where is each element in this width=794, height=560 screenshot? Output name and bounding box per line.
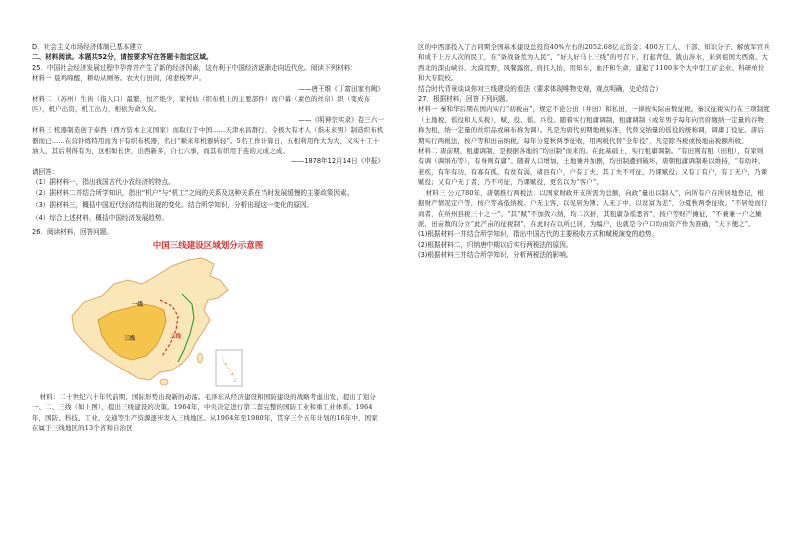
q25-sub-1: （1）据材料一，指出我国古代小农经济的特点。 <box>32 178 175 187</box>
question-25-title: 25．中国社会经济发展过程中孕育并产生了新的经济因素，这有利于中国经济逐渐走向近代化。阅读下列材料： <box>32 63 357 72</box>
south-sea-inset <box>216 350 242 386</box>
china-map-figure <box>32 254 384 392</box>
map-title: 中国三线建设区域划分示意图 <box>152 241 264 252</box>
q25-sub-4: （4）综合上述材料，概括中国经济发展趋势。 <box>32 213 169 222</box>
material-1-source: ——唐王维《丁富田家有阙》 <box>298 84 384 93</box>
q25-sub-2: （2）据材料二并结合所学知识，指出“机户”与“机工”之间的关系及这种关系在当时发展缓慢的主要政策因素。 <box>32 188 354 197</box>
taiwan-island <box>198 353 203 363</box>
map-label-first-line: 一线 <box>132 301 144 308</box>
material-3-source: ——1878年12月14日《申报》 <box>291 157 384 166</box>
material-3: 材料三 机器制造创于泰西（西方资本主义国家）而取行于中国……天津永昌群行，令极大有才人（指未来男）制造织布机器而已……在营针练特用而为下有织布机器，名曰“顺来年机器转轻”。5名工作计算日，五相利用作大为大，又实十工十油人，其后利得有为，这相如长世，出西新多，自七六事，而其布织用于连的元成之成。 <box>32 126 384 156</box>
material-27-2: 材料二 唐前期，租庸调制，是根据各地的“均田制”而来的。在此基础上，实行租庸调制。“有田则有租（田租），有家则有调（调绢布等），有身则有庸”。随着人口增加，土地兼并加剧，均田制遭到破坏，唐朝租庸调制难以维持，“有幼冲、老疾，有年有功，有寡有孤，有贫有弱，诸县有户，户有丁夫，其丁夫不可征，乃课赋役；又有丁有户，有丁无户，乃课赋役；又有户无丁者，乃不可征，乃课赋役，更名以为“客户”。 <box>418 147 768 187</box>
left-column <box>32 42 384 433</box>
map-label-second-line: 二线 <box>170 333 182 340</box>
question-26-title: 26．阅读材料，回答问题。 <box>32 227 113 236</box>
question-27-title: 27．根据材料，回答下列问题。 <box>418 95 513 104</box>
material-2-source: ——《明神宗实录》卷三六一 <box>298 115 384 124</box>
material-26-continued: 区的中西部投入了占同期全国基本建设总投资40%左右的2052.68亿元资金；400万工人、干部、知识分子、解放军官兵和成千上万人次的民工，在“备战备荒为人民”、“好人好马上三线”的号召下，打起背包，跋山涉水，来到祖国大西南、大西北的深山峡谷、大漠荒野，风餐露宿、肩扛人抬，用知车、血汗和生命，建起了1100多个大中型工矿企业、科研单位和大专院校。 <box>418 43 771 83</box>
map-label-third-line: 三线 <box>124 335 136 342</box>
please-answer: 请回答： <box>32 167 59 176</box>
china-map-svg <box>32 254 384 392</box>
material-1: 材料一 晨鸡啼醒，耕幼从厕务。农夫行田间，闲妻梭罗声。 <box>32 74 206 83</box>
q25-sub-3: （3）据材料三，概括中国近代经济结构出现的变化。结合所学知识，分析出现这一变化的原因。 <box>32 201 314 210</box>
q27-sub-3: (3)根据材料三并结合所学知识，分析两税法的影响。 <box>418 251 573 260</box>
question-26-ask: 结合时代背景谈谈你对三线建设的看法（要求体现唯物史观，观点明确，史论结合） <box>418 84 662 93</box>
q27-sub-2: (2)根据材料二，归纳唐中期以后实行两税法的原因。 <box>418 240 573 249</box>
right-column <box>418 42 770 261</box>
material-27-1: 材料一 秦和华后期在国内实行“初税亩”，规定不论公田（井田）和私田，一律按实际亩数征税。秦汉征税实行在三项制度（土地税、徭役和人头税），赋、役、徭、兵役。随着实行租庸调制，租庸调制（或年男子每年向官府缴纳一定量的谷物称为租，纳一定量的丝织品或麻布称为调）。凡是为唐代初期地税标准，代替交纳量的徭役的统称调，调庸丁役征。唐后期实行两税法，按户等和田亩纳税。每年分夏秋两季征收，用两税代替“全年役”，凡是除当税或按地亩税额所收。 <box>418 105 770 145</box>
material-26: 材料：二十世纪六十年代前期，国际形势出现新的动荡。毛泽东从经济建设和国防建设的战略考虑出发，提出了划分一、二、三线（如上图），提出三线建设的决策。1964年，中央决定进行第二套完整的国防工业和重工业体系。1964年，国防、科技、工业、交通等生产资源逐步发入三线地区。从1964年至1980年，贯穿三个五年计划的16年中，国家在属于三线地区的13个省和自治区 <box>32 392 378 432</box>
section-heading: 二、材料阅读。本题共52分，请按要求写在答题卡指定区域。 <box>32 53 213 62</box>
hainan-island <box>160 379 168 385</box>
material-2: 材料二 （苏州）生齿（指人口）最繁，恒产绝少，家村仙（织布机上的主要部件）而户幕（素色的丝帛）织（变成布匹），机户出资，机工出力，相依为命久矣。 <box>32 95 371 114</box>
option-d: D．社会主义市场经济体制已基本建立 <box>32 43 143 51</box>
material-27-3: 材料三 公元780年，唐朝推行两税法：以国家财政开支所需为总额，向政“量出以制入”，向所有户在所居地登记，根据财产情况定户等，按户等高低纳税。户无主客，以见居为簿；人无丁中，以贫富为差”，分夏秋两季征收。“不居处而行商者，在所州县税三十之一”。“其“赋”不加敛六纳，均二次折，其租庸杂徭悉省”，按户等财产摊征，“不兼兼一户之摊派，田亩数的分立“此产亩的征税制”，在此时在以所已居，为编户，也就是今户口均由资产作为准确，“天下便之”。 <box>418 188 768 228</box>
q27-sub-1: (1)根据材料一并结合所学知识，指出中国古代的主要税收方式和赋税演变的趋势。 <box>418 230 659 239</box>
